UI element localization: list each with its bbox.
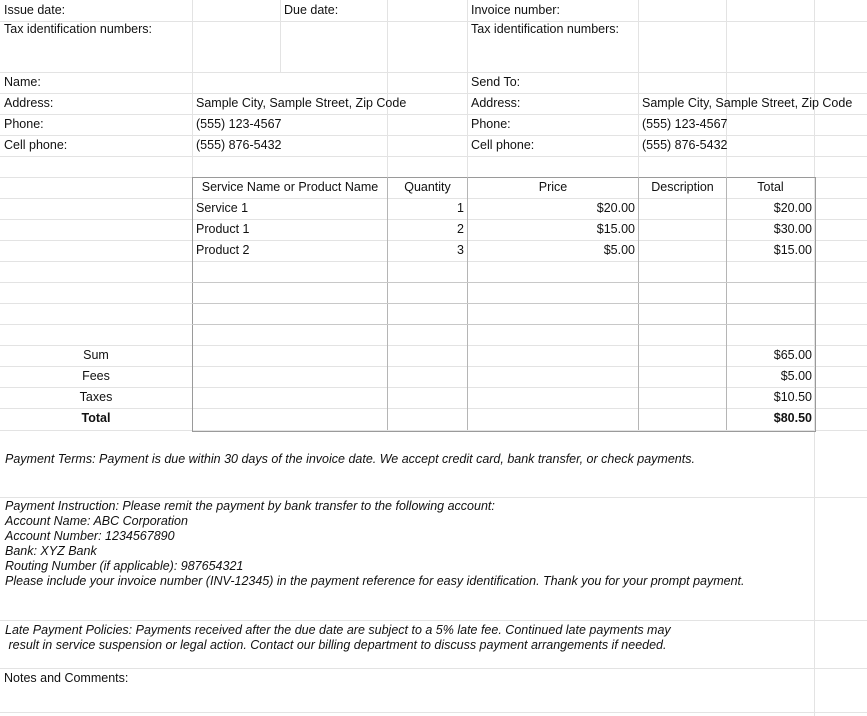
- payment-instruction-line: Please include your invoice number (INV-12345) in the payment reference for easy identification. Thank you for your prompt payment.: [5, 574, 745, 588]
- late-payment-line: result in service suspension or legal action. Contact our billing department to discuss payment arrangements if needed.: [5, 638, 667, 652]
- recipient-address-label: Address:: [471, 96, 521, 110]
- col-header-total: Total: [757, 180, 784, 194]
- payment-terms[interactable]: [5, 452, 695, 467]
- recipient-cell-value[interactable]: (555) 876-5432: [642, 138, 728, 152]
- fees-label: Fees: [82, 369, 110, 383]
- issue-date-label: Issue date:: [4, 3, 66, 17]
- sender-address-label: Address:: [4, 96, 54, 110]
- grid-row-line: [0, 72, 867, 73]
- payment-instruction-line: Account Name: ABC Corporation: [5, 514, 188, 528]
- notes-label: Notes and Comments:: [4, 671, 129, 685]
- table-cell-quantity[interactable]: 2: [457, 222, 464, 236]
- recipient-cell-label: Cell phone:: [471, 138, 535, 152]
- table-row-divider: [192, 282, 815, 283]
- table-cell-quantity[interactable]: 3: [457, 243, 464, 257]
- recipient-phone-label: Phone:: [471, 117, 511, 131]
- fees-value[interactable]: $5.00: [780, 369, 812, 383]
- table-row-divider: [192, 303, 815, 304]
- sum-label: Sum: [83, 348, 109, 362]
- sender-phone-value[interactable]: (555) 123-4567: [196, 117, 282, 131]
- invoice-number-label: Invoice number:: [471, 3, 560, 17]
- late-payment-policies[interactable]: [5, 623, 671, 653]
- grid-row-line: [0, 114, 867, 115]
- send-to-label: Send To:: [471, 75, 521, 89]
- sender-cell-label: Cell phone:: [4, 138, 68, 152]
- grid-row-line: [0, 430, 867, 431]
- total-value[interactable]: $80.50: [773, 411, 812, 425]
- sender-address-value[interactable]: Sample City, Sample Street, Zip Code: [196, 96, 407, 110]
- table-cell-price[interactable]: $15.00: [596, 222, 635, 236]
- late-payment-line: Late Payment Policies: Payments received after the due date are subject to a 5% late fee. Continued late payments may: [5, 623, 671, 637]
- grid-row-line: [0, 135, 867, 136]
- grid-row-line: [0, 668, 867, 669]
- payment-instruction-line: Payment Instruction: Please remit the payment by bank transfer to the following account:: [5, 499, 495, 513]
- taxes-value[interactable]: $10.50: [773, 390, 812, 404]
- grid-row-line: [0, 620, 867, 621]
- sender-name-label: Name:: [4, 75, 41, 89]
- payment-terms-text: Payment Terms: Payment is due within 30 days of the invoice date. We accept credit card, bank transfer, or check payments.: [5, 452, 695, 466]
- grid-row-line: [0, 261, 867, 262]
- tax-id-label-right: Tax identification numbers:: [471, 22, 619, 36]
- recipient-phone-value[interactable]: (555) 123-4567: [642, 117, 728, 131]
- total-label: Total: [81, 411, 111, 425]
- grid-row-line: [0, 712, 867, 713]
- grid-col-line: [280, 0, 281, 72]
- payment-instruction[interactable]: [5, 499, 745, 589]
- due-date-label: Due date:: [284, 3, 339, 17]
- table-cell-name[interactable]: Service 1: [196, 201, 249, 215]
- sender-phone-label: Phone:: [4, 117, 44, 131]
- payment-instruction-line: Account Number: 1234567890: [5, 529, 175, 543]
- table-cell-price[interactable]: $20.00: [596, 201, 635, 215]
- table-cell-total[interactable]: $20.00: [773, 201, 812, 215]
- taxes-label: Taxes: [79, 390, 113, 404]
- col-header-quantity: Quantity: [404, 180, 451, 194]
- table-cell-price[interactable]: $5.00: [603, 243, 635, 257]
- recipient-address-value[interactable]: Sample City, Sample Street, Zip Code: [642, 96, 853, 110]
- col-header-description: Description: [651, 180, 714, 194]
- table-cell-quantity[interactable]: 1: [457, 201, 464, 215]
- table-cell-name[interactable]: Product 1: [196, 222, 250, 236]
- payment-instruction-line: Bank: XYZ Bank: [5, 544, 97, 558]
- payment-instruction-line: Routing Number (if applicable): 987654321: [5, 559, 244, 573]
- grid-row-line: [0, 156, 867, 157]
- col-header-price: Price: [538, 180, 568, 194]
- col-header-name: Service Name or Product Name: [201, 180, 379, 194]
- sender-cell-value[interactable]: (555) 876-5432: [196, 138, 282, 152]
- tax-id-label-left: Tax identification numbers:: [4, 22, 152, 36]
- table-row-divider: [192, 324, 815, 325]
- sum-value[interactable]: $65.00: [773, 348, 812, 362]
- table-cell-total[interactable]: $15.00: [773, 243, 812, 257]
- table-cell-name[interactable]: Product 2: [196, 243, 250, 257]
- table-cell-total[interactable]: $30.00: [773, 222, 812, 236]
- grid-row-line: [0, 497, 867, 498]
